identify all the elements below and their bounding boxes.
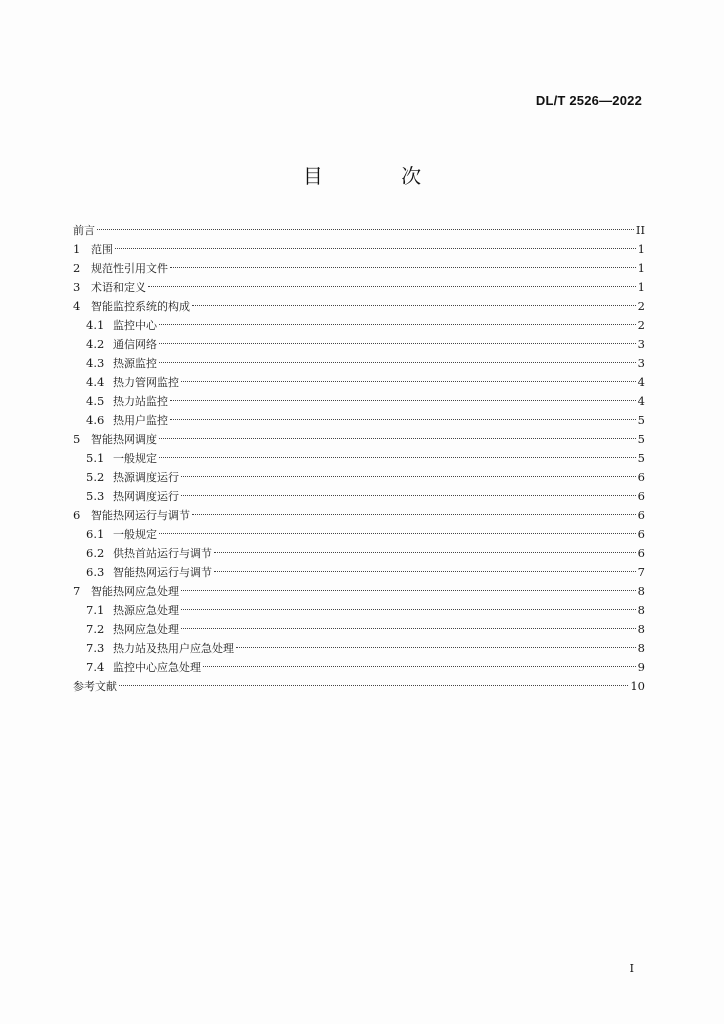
- toc-entry-label: 通信网络: [113, 338, 157, 351]
- toc-entry-label: 热力管网监控: [113, 376, 179, 389]
- toc-entry[interactable]: [73, 316, 645, 335]
- toc-entry-label: 热力站及热用户应急处理: [113, 642, 234, 655]
- toc-entry-number: 6.2: [86, 546, 105, 560]
- toc-entry-label: 热源调度运行: [113, 471, 179, 484]
- toc-entry-page: 6: [637, 489, 645, 503]
- toc-entry-label: 智能热网运行与调节: [91, 509, 190, 522]
- toc-entry-page: 6: [637, 508, 645, 522]
- toc-dot-leader: [148, 286, 636, 287]
- toc-entry-label: 智能热网应急处理: [91, 585, 179, 598]
- toc-entry-label: 规范性引用文件: [91, 262, 168, 275]
- toc-entry[interactable]: [73, 506, 645, 525]
- toc-entry-page: II: [635, 223, 645, 237]
- page-title: 目 次: [302, 164, 458, 188]
- toc-entry-page: 8: [637, 622, 645, 636]
- toc-dot-leader: [181, 476, 636, 477]
- toc-entry[interactable]: [73, 335, 645, 354]
- toc-entry[interactable]: [73, 221, 645, 240]
- toc-dot-leader: [214, 552, 636, 553]
- toc-dot-leader: [181, 609, 636, 610]
- toc-entry-number: 4.6: [86, 413, 105, 427]
- toc-entry-label: 一般规定: [113, 528, 157, 541]
- toc-entry-label: 智能热网调度: [91, 433, 157, 446]
- toc-entry[interactable]: [73, 278, 645, 297]
- toc-entry-page: 9: [637, 660, 645, 674]
- toc-dot-leader: [181, 381, 636, 382]
- toc-entry-page: 3: [637, 356, 645, 370]
- toc-entry-label: 热网应急处理: [113, 623, 179, 636]
- toc-dot-leader: [170, 267, 636, 268]
- toc-entry[interactable]: [73, 677, 645, 696]
- toc-entry-number: 4.5: [86, 394, 105, 408]
- toc-entry-label: 供热首站运行与调节: [113, 547, 212, 560]
- toc-entry-page: 5: [637, 432, 645, 446]
- toc-entry-page: 1: [637, 280, 645, 294]
- toc-entry-number: 2: [73, 261, 81, 275]
- toc-entry-label: 监控中心: [113, 319, 157, 332]
- toc-entry-page: 1: [637, 261, 645, 275]
- toc-dot-leader: [159, 457, 636, 458]
- toc-dot-leader: [159, 438, 636, 439]
- toc-entry-number: 7.1: [86, 603, 105, 617]
- toc-entry-page: 8: [637, 603, 645, 617]
- toc-entry[interactable]: [73, 240, 645, 259]
- toc-entry[interactable]: [73, 544, 645, 563]
- toc-dot-leader: [170, 419, 636, 420]
- toc-entry-number: 6.3: [86, 565, 105, 579]
- toc-dot-leader: [159, 324, 636, 325]
- toc-entry-number: 4.2: [86, 337, 105, 351]
- toc-entry-page: 5: [637, 413, 645, 427]
- toc-entry[interactable]: [73, 468, 645, 487]
- toc-dot-leader: [181, 495, 636, 496]
- toc-entry-page: 6: [637, 546, 645, 560]
- toc-entry-page: 2: [637, 318, 645, 332]
- toc-entry[interactable]: [73, 354, 645, 373]
- toc-entry-page: 4: [637, 394, 645, 408]
- toc-entry-number: 7: [73, 584, 81, 598]
- toc-entry-label: 智能监控系统的构成: [91, 300, 190, 313]
- toc-entry-label: 热用户监控: [113, 414, 168, 427]
- toc-entry-number: 6.1: [86, 527, 105, 541]
- toc-entry-page: 4: [637, 375, 645, 389]
- toc-entry-number: 4.4: [86, 375, 105, 389]
- toc-entry-label: 热源应急处理: [113, 604, 179, 617]
- toc-entry-number: 5.3: [86, 489, 105, 503]
- toc-entry-label: 一般规定: [113, 452, 157, 465]
- toc-entry-label: 热力站监控: [113, 395, 168, 408]
- toc-dot-leader: [159, 533, 636, 534]
- toc-entry-number: 5.1: [86, 451, 105, 465]
- toc-entry-page: 7: [637, 565, 645, 579]
- toc-entry-label: 范围: [91, 243, 113, 256]
- table-of-contents: [73, 221, 645, 696]
- document-code: DL/T 2526—2022: [535, 93, 642, 108]
- toc-dot-leader: [159, 343, 636, 344]
- toc-dot-leader: [181, 628, 636, 629]
- toc-dot-leader: [192, 305, 636, 306]
- toc-entry-page: 5: [637, 451, 645, 465]
- page-number: I: [629, 962, 634, 975]
- toc-entry[interactable]: [73, 259, 645, 278]
- toc-entry-number: 7.2: [86, 622, 105, 636]
- toc-entry-page: 8: [637, 641, 645, 655]
- toc-entry-number: 5.2: [86, 470, 105, 484]
- toc-dot-leader: [119, 685, 628, 686]
- toc-entry-label: 监控中心应急处理: [113, 661, 201, 674]
- toc-dot-leader: [236, 647, 636, 648]
- toc-entry[interactable]: [73, 525, 645, 544]
- toc-entry-page: 3: [637, 337, 645, 351]
- toc-entry-number: 5: [73, 432, 81, 446]
- toc-entry[interactable]: [73, 430, 645, 449]
- toc-entry-number: 4: [73, 299, 81, 313]
- toc-entry-label: 参考文献: [73, 680, 117, 693]
- toc-dot-leader: [192, 514, 636, 515]
- toc-entry[interactable]: [73, 582, 645, 601]
- toc-entry[interactable]: [73, 297, 645, 316]
- toc-entry-page: 10: [630, 679, 645, 693]
- toc-entry-number: 4.3: [86, 356, 105, 370]
- toc-dot-leader: [214, 571, 636, 572]
- toc-dot-leader: [97, 229, 634, 230]
- toc-entry[interactable]: [73, 658, 645, 677]
- toc-entry[interactable]: [73, 411, 645, 430]
- toc-entry-page: 6: [637, 527, 645, 541]
- toc-entry-label: 术语和定义: [91, 281, 146, 294]
- toc-entry-page: 1: [637, 242, 645, 256]
- toc-entry[interactable]: [73, 392, 645, 411]
- toc-entry-number: 6: [73, 508, 81, 522]
- toc-dot-leader: [115, 248, 636, 249]
- toc-dot-leader: [159, 362, 636, 363]
- toc-entry[interactable]: [73, 563, 645, 582]
- toc-entry-number: 3: [73, 280, 81, 294]
- toc-entry[interactable]: [73, 601, 645, 620]
- toc-dot-leader: [170, 400, 636, 401]
- toc-entry[interactable]: [73, 487, 645, 506]
- toc-entry-page: 2: [637, 299, 645, 313]
- toc-entry-label: 智能热网运行与调节: [113, 566, 212, 579]
- toc-entry-label: 热源监控: [113, 357, 157, 370]
- toc-entry-number: 4.1: [86, 318, 105, 332]
- toc-entry[interactable]: [73, 449, 645, 468]
- toc-entry-number: 7.3: [86, 641, 105, 655]
- toc-entry[interactable]: [73, 373, 645, 392]
- toc-dot-leader: [181, 590, 636, 591]
- toc-dot-leader: [203, 666, 636, 667]
- toc-entry-label: 热网调度运行: [113, 490, 179, 503]
- toc-entry-page: 8: [637, 584, 645, 598]
- toc-entry-number: 1: [73, 242, 81, 256]
- toc-entry[interactable]: [73, 620, 645, 639]
- toc-entry-page: 6: [637, 470, 645, 484]
- toc-entry-number: 7.4: [86, 660, 105, 674]
- toc-entry[interactable]: [73, 639, 645, 658]
- toc-entry-label: 前言: [73, 224, 95, 237]
